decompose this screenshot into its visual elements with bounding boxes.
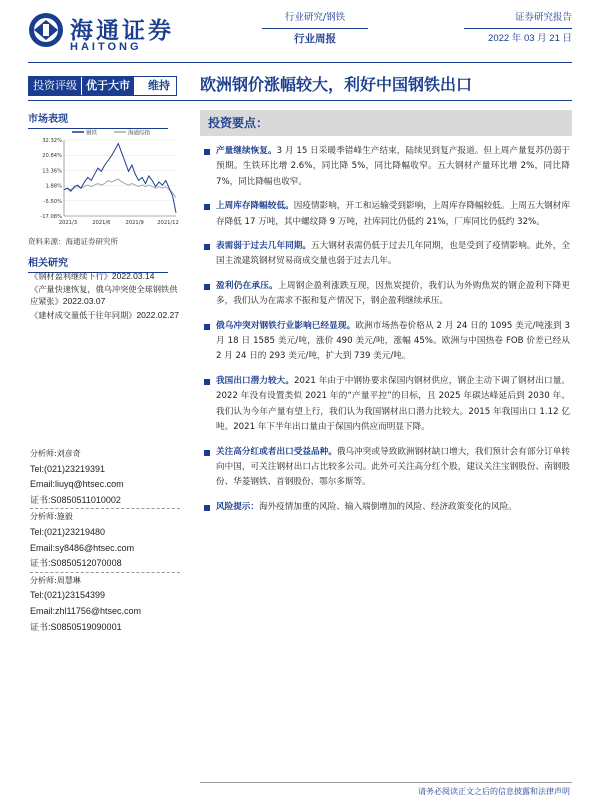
y-tick-label: 32.32% xyxy=(42,138,62,144)
related-item[interactable] xyxy=(30,270,180,282)
related-heading: 相关研究 xyxy=(28,254,168,273)
related-title: 《钢材盈利继续下行》 xyxy=(30,271,112,281)
key-point-text: 五大钢材表需仍低于过去几年同期，也是受到了疫情影响。此外，全国主流建筑钢材贸易商成交量也弱于过去几年。 xyxy=(216,241,570,267)
related-title: 《建材成交量低于往年同期》 xyxy=(30,309,137,320)
related-title: 《产量快速恢复，俄乌冲突使全球钢铁供应紧张》 xyxy=(30,284,178,307)
rating-value: 优于大市 xyxy=(81,77,134,95)
key-point-lead: 我国出口潜力较大。 xyxy=(216,375,295,386)
key-point-lead: 盈利仍在承压。 xyxy=(216,280,278,291)
key-point xyxy=(204,500,570,515)
y-tick-label: 13.36% xyxy=(42,168,62,175)
key-point xyxy=(204,374,570,436)
key-point-text: 3 月 15 日采暖季错峰生产结束，陆续见到复产报道。但上周产量复苏仍弱于预期。生铁环比增 2.6%，同比降 5%，同比降幅收窄。五大钢材产量环比增 2%，同比降 7%，同比降幅也收窄。 xyxy=(216,146,570,187)
x-tick-label: 2021/6 xyxy=(92,220,111,226)
related-date: 2022.03.14 xyxy=(111,271,155,281)
analyst-list xyxy=(30,446,180,635)
key-point xyxy=(204,239,570,270)
bullet-square-icon xyxy=(204,324,210,330)
report-right-title: 证券研究报告 xyxy=(464,8,572,29)
analyst-tel: Tel:(021)23219480 xyxy=(30,526,106,537)
related-item[interactable] xyxy=(30,309,180,321)
rating-label: 投资评级 xyxy=(29,77,81,95)
chart-source: 资料来源：海通证券研究所 xyxy=(28,237,118,246)
legend-label-index: 海通综指 xyxy=(128,130,151,137)
bullet-square-icon xyxy=(204,450,210,456)
footer-divider xyxy=(200,782,572,783)
analyst-cert: 证书:S0850511010002 xyxy=(30,494,121,505)
report-category-block xyxy=(262,8,368,49)
logo-emblem-icon xyxy=(28,12,64,48)
logo-text-cn: 海通证券 xyxy=(70,17,174,44)
key-point-lead: 上周库存降幅较低。 xyxy=(216,201,294,212)
key-point-text: 因疫情影响，开工和运输受到影响，上周库存降幅较低。上周五大钢材库存降低 17 万吨，其中螺纹降 9 万吨，社库同比仍低约 21%，厂库同比仍低约 32%。 xyxy=(216,201,570,227)
y-tick-label: -5.50% xyxy=(43,198,62,205)
company-logo xyxy=(28,10,198,54)
report-type: 行业周报 xyxy=(294,33,336,45)
key-point xyxy=(204,319,570,365)
report-date: 2022 年 03 月 21 日 xyxy=(488,33,572,44)
market-performance-chart xyxy=(28,126,180,230)
logo-text-en: HAITONG xyxy=(70,41,142,53)
footer-disclaimer: 请务必阅读正文之后的信息披露和法律声明 xyxy=(418,787,570,796)
analyst-cert: 证书:S0850519090001 xyxy=(30,621,122,632)
y-tick-label: 20.84% xyxy=(42,153,62,160)
title-divider xyxy=(28,100,572,101)
report-category: 行业研究/钢铁 xyxy=(262,8,368,29)
key-point-text: 海外疫情加重的风险、输入端倒增加的风险、经济政策变化的风险。 xyxy=(258,501,517,512)
investment-rating xyxy=(28,76,177,96)
analyst-email[interactable]: Email:liuyq@htsec.com xyxy=(30,479,124,490)
key-point-text: 欧洲市场热卷价格从 2 月 24 日的 1095 美元/吨涨到 3 月 18 日 1585 美元/吨，涨价 490 美元/吨，涨幅 45%。欧洲与中国热卷 FOB 价差已经从 2 月 24 日的 293 美元/吨，扩大到 739 美元/吨。 xyxy=(216,320,570,362)
key-point-lead: 关注高分红或者出口受益品种。 xyxy=(216,446,337,457)
bullet-square-icon xyxy=(204,284,210,290)
analyst-card xyxy=(30,509,180,571)
bullet-square-icon xyxy=(204,244,210,250)
related-item[interactable] xyxy=(30,283,180,307)
analyst-name: 分析师:刘彦奇 xyxy=(30,449,81,458)
analyst-tel: Tel:(021)23219391 xyxy=(30,463,106,474)
market-heading: 市场表现 xyxy=(28,110,168,129)
key-point xyxy=(204,279,570,310)
analyst-card xyxy=(30,573,180,635)
key-points-list xyxy=(204,144,570,524)
key-point-lead: 产量继续恢复。 xyxy=(216,146,277,156)
bullet-square-icon xyxy=(204,379,210,385)
key-point-text: 俄乌冲突或导致欧洲钢材缺口增大，我们预计会有部分订单转向中国，可关注钢材出口占比较多公司。此外可关注高分红个股，建议关注宝钢股份、南钢股份、华菱钢铁、首钢股份、鄂尔多斯等。 xyxy=(216,446,570,488)
key-point-lead: 表需弱于过去几年同期。 xyxy=(216,241,311,252)
key-point-lead: 俄乌冲突对钢铁行业影响已经显现。 xyxy=(216,320,356,331)
analyst-email[interactable]: Email:zhl11756@htsec.com xyxy=(30,605,142,616)
bullet-square-icon xyxy=(204,204,210,210)
related-list xyxy=(30,270,180,322)
y-tick-label: -17.08% xyxy=(40,214,62,220)
key-points-heading: 投资要点： xyxy=(200,110,572,136)
report-meta-block xyxy=(464,8,572,49)
key-point-lead: 风险提示： xyxy=(216,501,259,512)
rating-change: 维持 xyxy=(134,77,176,95)
key-point xyxy=(204,445,570,491)
bullet-square-icon xyxy=(204,505,210,511)
key-point xyxy=(204,199,570,230)
bullet-square-icon xyxy=(204,149,210,155)
x-tick-label: 2021/3 xyxy=(58,220,78,226)
key-point-text: 2021 年由于中钢协要求保国内钢材供应，钢企主动下调了钢材出口量。2022 年没有设置类似 2021 年的“产量平控”的目标，且 2025 年碳达峰延后到 2030 年。我们认为今年产量有望上行，我们认为我国钢材出口潜力比较大。2015 年我国出口 1.12 亿吨。2021 年下半年出口量由于保国内供应而明显下降。 xyxy=(216,375,570,433)
analyst-email[interactable]: Email:sy8486@htsec.com xyxy=(30,542,135,553)
x-tick-label: 2021/12 xyxy=(157,220,179,226)
x-tick-label: 2021/9 xyxy=(125,220,144,226)
related-date: 2022.02.27 xyxy=(136,309,179,320)
legend-label-steel: 钢铁 xyxy=(86,130,98,137)
analyst-name: 分析师:施毅 xyxy=(30,512,73,522)
key-point-text: 上周钢企盈利涨跌互现，因焦炭提价，我们认为外购焦炭的钢企盈利下降更多，我们认为在需求不振和复产情况下，钢企盈利继续承压。 xyxy=(216,280,570,307)
report-title: 欧洲钢价涨幅较大，利好中国钢铁出口 xyxy=(200,75,473,94)
analyst-card xyxy=(30,446,180,508)
header-divider xyxy=(28,62,572,63)
series-line-steel xyxy=(64,144,176,213)
related-date: 2022.03.07 xyxy=(62,296,106,307)
y-tick-label: 1.88% xyxy=(45,183,62,190)
analyst-name: 分析师:周慧琳 xyxy=(30,575,81,585)
analyst-cert: 证书:S0850512070008 xyxy=(30,558,122,569)
analyst-tel: Tel:(021)23154399 xyxy=(30,590,106,601)
key-point xyxy=(204,144,570,190)
